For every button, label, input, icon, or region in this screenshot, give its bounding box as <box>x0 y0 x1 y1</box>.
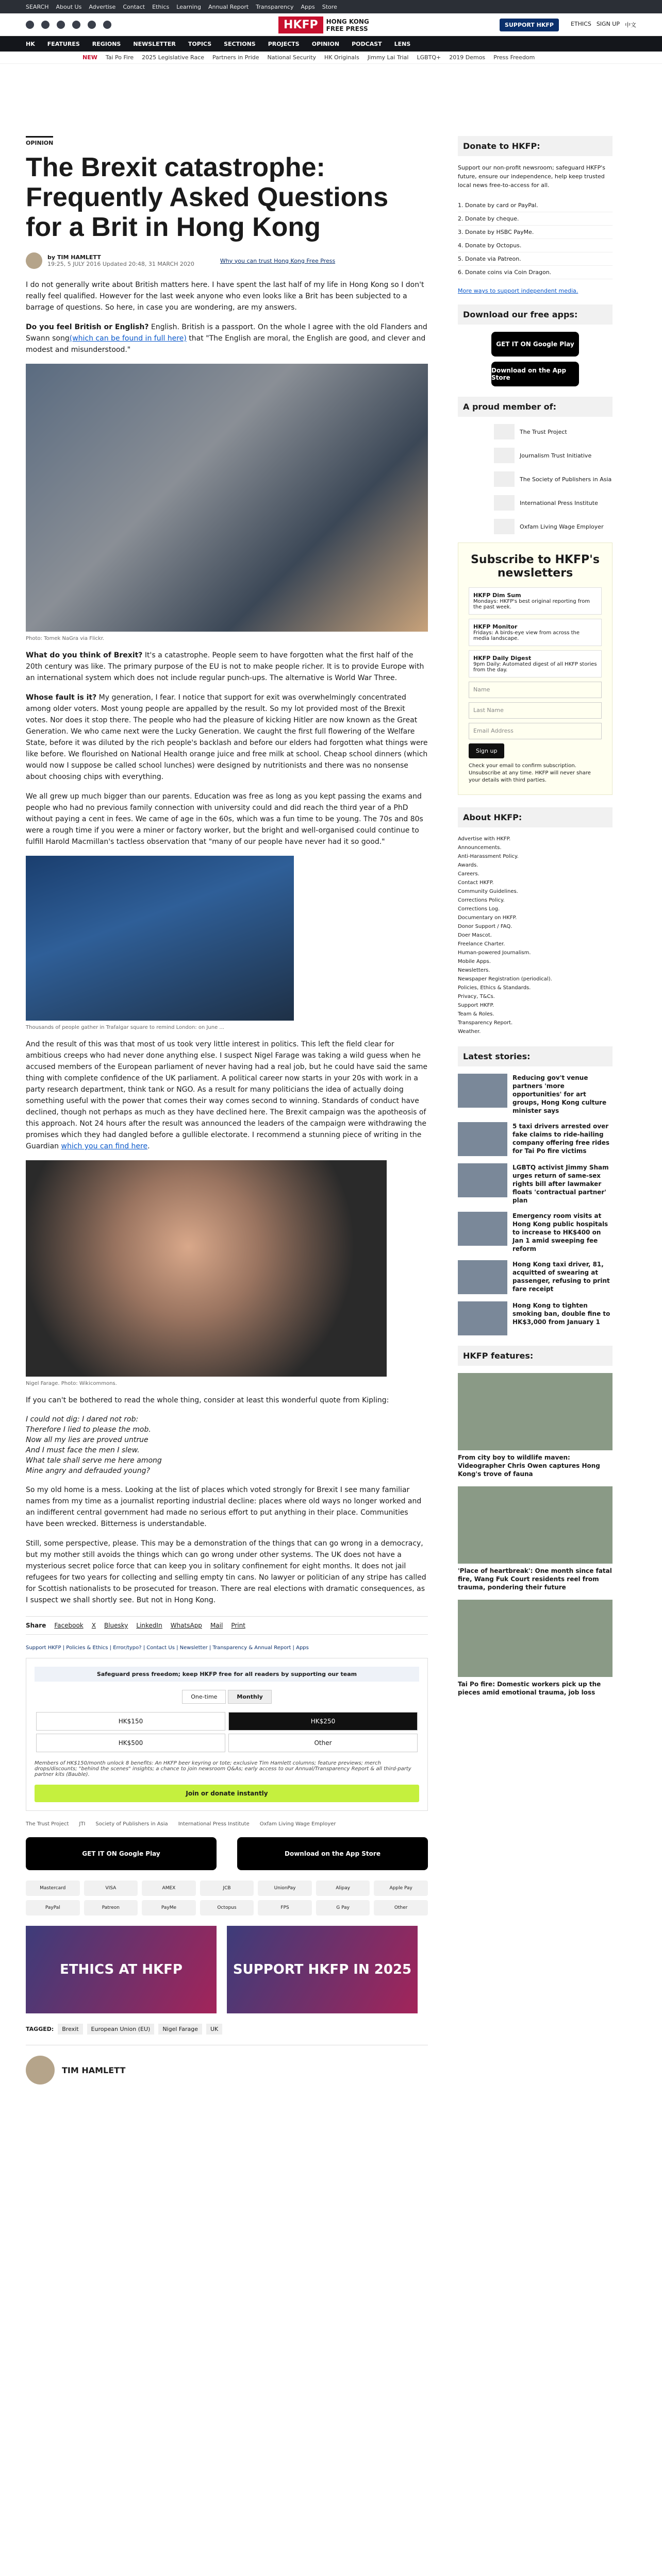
payment-icon: PayPal <box>26 1900 80 1916</box>
chinese-link[interactable]: 中文 <box>625 22 636 28</box>
member-logo[interactable]: The Trust Project <box>494 424 613 439</box>
trending-item[interactable]: Jimmy Lai Trial <box>367 54 409 61</box>
nav-sections[interactable]: SECTIONS <box>224 40 256 47</box>
about-link[interactable]: Careers. <box>458 871 479 877</box>
main-nav <box>0 36 662 52</box>
paragraph: What do you think of Brexit? It's a catastrophe. People seem to have forgotten what the first half of the 20th century was like. The primary purpose of the EU is not to make people richer. It is to provide Europe with an international system which does not include regular punch-ups. The alternative is World War Three. <box>26 651 424 682</box>
donate-method[interactable]: 6. Donate coins via Coin Dragon. <box>458 266 613 279</box>
payment-icon: Patreon <box>84 1900 138 1916</box>
about-link[interactable]: Corrections Policy. <box>458 897 505 903</box>
donate-text: Support our non-profit newsroom; safeguard HKFP's future, ensure our independence, help keep trusted local news free-to-access for all. <box>458 164 606 189</box>
tag[interactable]: UK <box>206 2024 222 2035</box>
member-logo[interactable]: Oxfam Living Wage Employer <box>494 519 613 534</box>
trending-bar <box>0 52 662 64</box>
share-facebook[interactable]: Facebook <box>54 1622 84 1629</box>
partner-logos <box>26 1821 428 1827</box>
about-link[interactable]: Team & Roles. <box>458 1011 494 1017</box>
payment-icon: Other <box>374 1900 428 1916</box>
about-link[interactable]: Documentary on HKFP. <box>458 915 517 921</box>
threads-icon[interactable] <box>103 21 111 29</box>
newsletter-option[interactable]: HKFP Dim Sum Mondays: HKFP's best original reporting from the past week. <box>469 587 602 615</box>
ethics-banner[interactable]: ETHICS AT HKFP <box>26 1926 217 2013</box>
about-link[interactable]: Awards. <box>458 862 478 868</box>
paragraph: Whose fault is it? My generation, I fear. I notice that support for exit was overwhelmingly concentrated among older voters. Most young people are appalled by the result. So my lot provided most of the Brexit votes. Nor does it stop there. The people who had the pleasure of kicking Hitler are now known as the Great Generation. We who came next were the Lucky Generation. We caught the first full flowering of the Welfare State, before it was diluted by the rich people's backlash and before our elders had forgotten what things were like before. We flourished on National Health orange juice and free milk at school. Cheap school dinners (which would now I suppose be called school lunches) were designed by nutritionists and there was no nonsense about choosing chips with everything. <box>26 693 428 781</box>
paragraph: We all grew up much bigger than our parents. Education was free as long as you kept passing the exams and people who had no previous family connection with university could and did reach the third year of a PhD without paying a cent in fees. We came of age in the 60s, which was a fun time to be young. The 70s and 80s were a rough time if you were a miner or factory worker, but the bright and well-organised could continue to fulfill Harold Macmillan's tactless observation that "many of our people have never had it so good." <box>26 792 423 846</box>
about-link[interactable]: Human-powered Journalism. <box>458 950 531 956</box>
header <box>0 13 662 36</box>
article-photo-brexit-child <box>26 364 428 632</box>
story-thumbnail[interactable] <box>458 1122 507 1156</box>
feature-item[interactable]: Tai Po fire: Domestic workers pick up the pieces amid emotional trauma, job loss <box>458 1600 613 1697</box>
share-bluesky[interactable]: Bluesky <box>104 1622 128 1629</box>
support-hkfp-button[interactable]: SUPPORT HKFP <box>500 19 559 31</box>
name-input[interactable]: Name <box>469 682 602 698</box>
amount-options <box>36 1712 418 1752</box>
about-link[interactable]: Support HKFP. <box>458 1003 494 1008</box>
partner-logo[interactable]: International Press Institute <box>178 1821 250 1827</box>
story-thumbnail[interactable] <box>458 1163 507 1197</box>
trending-item[interactable]: HK Originals <box>324 54 359 61</box>
sidebar <box>458 136 613 2084</box>
tag[interactable]: European Union (EU) <box>87 2024 155 2035</box>
about-link[interactable]: Mobile Apps. <box>458 959 491 964</box>
story-thumbnail[interactable] <box>458 1212 507 1246</box>
share-mail[interactable]: Mail <box>210 1622 223 1629</box>
payment-methods <box>26 1880 428 1916</box>
category-label[interactable]: OPINION <box>26 136 53 146</box>
donate-method[interactable]: 4. Donate by Octopus. <box>458 239 613 252</box>
about-link[interactable]: Anti-Harassment Policy. <box>458 854 519 859</box>
site-logo[interactable] <box>278 16 369 33</box>
guardian-link[interactable]: which you can find here <box>61 1142 148 1150</box>
monthly-option[interactable]: Monthly <box>228 1690 271 1704</box>
author-box-name[interactable]: TIM HAMLETT <box>62 2065 126 2075</box>
about-link[interactable]: Corrections Log. <box>458 906 500 912</box>
payment-icon: AMEX <box>142 1880 196 1896</box>
article-dates: 19:25, 5 JULY 2016 Updated 20:48, 31 MARCH 2020 <box>47 261 194 267</box>
sign-up-button[interactable]: Sign up <box>469 743 504 758</box>
sidebar-google-play[interactable]: GET IT ON Google Play <box>491 332 579 357</box>
linkedin-icon[interactable] <box>88 21 96 29</box>
latest-heading: Latest stories: <box>458 1046 613 1066</box>
logo-text: HONG KONG FREE PRESS <box>326 18 369 32</box>
nav-topics[interactable]: TOPICS <box>188 40 212 47</box>
nav-newsletter[interactable]: NEWSLETTER <box>133 40 176 47</box>
newsletter-note: Check your email to confirm subscription. Unsubscribe at any time. HKFP will never share your details with third parties. <box>469 763 591 783</box>
top-utility-bar <box>0 0 662 13</box>
payment-icon: FPS <box>258 1900 312 1916</box>
paragraph: So my old home is a mess. Looking at the list of places which voted strongly for Brexit I see many familiar names from my time as a journalist reporting industrial decline: places where old ways no longer worked and an indifferent central government had made no serious effort to put anything in their place. Communities have been wrecked. Bitterness is understandable. <box>26 1486 422 1528</box>
features-list <box>458 1373 613 1697</box>
nav-hk[interactable]: HK <box>26 40 35 47</box>
topbar-contact[interactable]: Contact <box>123 3 145 10</box>
feature-item[interactable]: From city boy to wildlife maven: Videographer Chris Owen captures Hong Kong's trove of fauna <box>458 1373 613 1478</box>
about-link[interactable]: Transparency Report. <box>458 1020 513 1026</box>
ethics-link[interactable]: ETHICS <box>570 21 591 27</box>
partner-logo[interactable]: Oxfam Living Wage Employer <box>259 1821 336 1827</box>
about-link[interactable]: Donor Support / FAQ. <box>458 924 512 929</box>
paragraph: Still, some perspective, please. This may be a demonstration of the things that can go wrong in a democracy, but my mother still avoids the things which can go wrong under other systems. The UK does not have a mysterious secret police force that can keep you in solitary confinement for eight months. It does not jail refugees for two years for collecting and selling empty tin cans. No lawyer or politician of any stripe has called for Scottish nationalists to be prosecuted for treason. There are real elections with dramatic consequences, as I suspect we shall shortly see. But not in Hong Kong. <box>26 1539 426 1604</box>
donate-heading: Donate to HKFP: <box>458 136 613 156</box>
instagram-icon[interactable] <box>57 21 65 29</box>
payment-icon: PayMe <box>142 1900 196 1916</box>
about-link[interactable]: Freelance Charter. <box>458 941 505 947</box>
story-thumbnail[interactable] <box>458 1074 507 1108</box>
amount-option[interactable]: HK$150 <box>36 1712 225 1731</box>
newsletter-heading: Subscribe to HKFP's newsletters <box>471 553 600 580</box>
article-photo-trafalgar <box>26 856 294 1021</box>
share-linkedin[interactable]: LinkedIn <box>136 1622 162 1629</box>
payment-icon: UnionPay <box>258 1880 312 1896</box>
partner-logo[interactable]: JTI <box>79 1821 86 1827</box>
latest-story[interactable]: Emergency room visits at Hong Kong public hospitals to increase to HK$400 on Jan 1 amid sweeping fee reform <box>458 1212 613 1253</box>
policy-links[interactable]: Support HKFP | Policies & Ethics | Error/typo? | Contact Us | Newsletter | Transparency & Annual Report | Apps <box>26 1645 309 1651</box>
author-box-avatar[interactable] <box>26 2056 55 2084</box>
more-ways-link[interactable]: More ways to support independent media. <box>458 287 578 294</box>
donate-method[interactable]: 5. Donate via Patreon. <box>458 252 613 266</box>
share-x[interactable]: X <box>91 1622 96 1629</box>
byline <box>26 252 428 269</box>
latest-story[interactable]: 5 taxi drivers arrested over fake claims to ride-hailing company offering free rides for Tai Po fire victims <box>458 1122 613 1156</box>
donate-method[interactable]: 1. Donate by card or PayPal. <box>458 199 613 212</box>
latest-story[interactable]: Reducing gov't venue partners 'more opportunities' for art groups, Hong Kong culture minister says <box>458 1074 613 1115</box>
article <box>26 136 428 2084</box>
article-title: The Brexit catastrophe: Frequently Asked Questions for a Brit in Hong Kong <box>26 152 389 242</box>
partner-logo[interactable]: The Trust Project <box>26 1821 69 1827</box>
header-links <box>571 21 636 29</box>
tag[interactable]: Brexit <box>58 2024 82 2035</box>
topbar-apps[interactable]: Apps <box>301 3 315 10</box>
tags <box>26 2024 428 2035</box>
logo-mark: HKFP <box>278 16 323 33</box>
photo-caption: Thousands of people gather in Trafalgar square to remind London: on June ... <box>26 1025 224 1030</box>
donate-method[interactable]: 2. Donate by cheque. <box>458 212 613 226</box>
newsletter-option[interactable]: HKFP Daily Digest 9pm Daily: Automated digest of all HKFP stories from the day. <box>469 650 602 677</box>
about-heading: About HKFP: <box>458 807 613 827</box>
paragraph: And the result of this was that most of us took very little interest in politics. This left the field clear for ambitious creeps who had never done anything else. I suspect Nigel Farage was taking a wild guess when he accused members of the European parliament of never having had a real job, but he could have said the same thing with complete confidence of the UK parliament. A political career now starts in your 20s with work in a party research department, think tank or NGO. As a result for many politicians the idea of actually doing something useful with the power that comes their way comes second to winning. Standards of conduct have declined, though not perhaps as much as they have declined here. The Brexit campaign was the apotheosis of this approach. Not 24 hours after the result was announced the leaders of the campaign were withdrawing the promises which they had dangled before a gullible electorate. I recommend a stunning piece of writing in the Guardian which you can find here. <box>26 1040 427 1150</box>
one-time-option[interactable]: One-time <box>182 1690 226 1704</box>
payment-icon: G Pay <box>316 1900 370 1916</box>
trending-item[interactable]: 2025 Legislative Race <box>142 54 205 61</box>
topbar-store[interactable]: Store <box>322 3 337 10</box>
topbar-advertise[interactable]: Advertise <box>89 3 116 10</box>
member-heading: A proud member of: <box>458 397 613 417</box>
x-icon[interactable] <box>41 21 49 29</box>
youtube-icon[interactable] <box>72 21 80 29</box>
topbar-about[interactable]: About Us <box>56 3 82 10</box>
signup-link[interactable]: SIGN UP <box>596 21 620 27</box>
topbar-transparency[interactable]: Transparency <box>256 3 294 10</box>
share-print[interactable]: Print <box>231 1622 245 1629</box>
join-donate-button[interactable]: Join or donate instantly <box>35 1785 419 1802</box>
trending-item[interactable]: 2019 Demos <box>449 54 486 61</box>
amount-option[interactable]: HK$500 <box>36 1734 225 1752</box>
amount-option[interactable]: Other <box>228 1734 418 1752</box>
nav-projects[interactable]: PROJECTS <box>268 40 300 47</box>
kipling-quote: I could not dig: I dared not rob: Therefore I lied to please the mob. Now all my lies are proved untrue And I must face the men I slew. What tale shall serve me here among Mine angry and defrauded young? <box>26 1415 162 1475</box>
photo-caption: Photo: Tomek NaGra via Flickr. <box>26 636 105 641</box>
trust-link[interactable]: Why you can trust Hong Kong Free Press <box>220 257 336 264</box>
membership-benefits: Members of HK$150/month unlock 8 benefits: An HKFP beer keyring or tote; exclusive Tim Hamlett columns; feature previews; merch drops/discounts; "behind the scenes" insights; a chance to join newsroom Q&As; early access to our Annual/Transparency Report & all third-party partner kits (Bauble). <box>35 1760 411 1777</box>
app-store-button[interactable]: Download on the App Store <box>237 1837 428 1870</box>
nav-regions[interactable]: REGIONS <box>92 40 121 47</box>
app-buttons <box>26 1837 428 1870</box>
trending-item[interactable]: National Security <box>267 54 317 61</box>
promo-banners <box>26 1926 428 2013</box>
about-link[interactable]: Doer Mascot. <box>458 933 492 938</box>
topbar-learning[interactable]: Learning <box>176 3 201 10</box>
topbar-search[interactable]: SEARCH <box>26 3 49 10</box>
payment-icon: JCB <box>200 1880 254 1896</box>
author-name[interactable]: by TIM HAMLETT <box>47 254 101 261</box>
paragraph: I do not generally write about British matters here. I have spent the last half of my life in Hong Kong so I don't really feel qualified. However for the last week anyone who even looks like a Brit has been subjected to a barrage of questions. So here, in case you are wondering, are my answers. <box>26 281 424 312</box>
about-link[interactable]: Advertise with HKFP. <box>458 836 511 842</box>
author-box <box>26 2045 428 2084</box>
payment-icon: Octopus <box>200 1900 254 1916</box>
about-link[interactable]: Newsletters. <box>458 968 490 973</box>
apps-heading: Download our free apps: <box>458 304 613 325</box>
about-link[interactable]: Weather. <box>458 1029 481 1035</box>
new-badge: NEW <box>82 54 97 61</box>
amount-option-selected[interactable]: HK$250 <box>228 1712 418 1731</box>
latest-story[interactable]: LGBTQ activist Jimmy Sham urges return of same-sex rights bill after lawmaker floats 'contractual partner' plan <box>458 1163 613 1205</box>
about-link[interactable]: Privacy, T&Cs. <box>458 994 495 999</box>
topbar-ethics[interactable]: Ethics <box>152 3 170 10</box>
song-link[interactable]: (which can be found in full here) <box>69 334 187 343</box>
latest-story[interactable]: Hong Kong to tighten smoking ban, double fine to HK$3,000 from January 1 <box>458 1301 613 1335</box>
about-link[interactable]: Policies, Ethics & Standards. <box>458 985 531 991</box>
donate-methods <box>458 199 613 279</box>
author-avatar[interactable] <box>26 252 42 269</box>
tag[interactable]: Nigel Farage <box>158 2024 202 2035</box>
paragraph: If you can't be bothered to read the whole thing, consider at least this wonderful quote from Kipling: <box>26 1396 389 1404</box>
features-heading: HKFP features: <box>458 1346 613 1366</box>
about-links <box>458 835 613 1036</box>
trending-item[interactable]: Tai Po Fire <box>105 54 134 61</box>
nav-opinion[interactable]: OPINION <box>311 40 340 47</box>
paragraph: Do you feel British or English? English. British is a passport. On the whole I agree with the old Flanders and Swann song(which can be found in full here) that "The English are moral, the English are good, and clever and modest and misunderstood." <box>26 323 427 354</box>
share-whatsapp[interactable]: WhatsApp <box>170 1622 202 1629</box>
facebook-icon[interactable] <box>26 21 34 29</box>
trending-item[interactable]: LGBTQ+ <box>417 54 441 61</box>
share-bar <box>26 1616 428 1635</box>
sidebar-app-store[interactable]: Download on the App Store <box>491 362 579 386</box>
payment-icon: Alipay <box>316 1880 370 1896</box>
frequency-toggle <box>35 1690 419 1704</box>
about-link[interactable]: Community Guidelines. <box>458 889 518 894</box>
donate-method[interactable]: 3. Donate by HSBC PayMe. <box>458 226 613 239</box>
article-photo-farage <box>26 1160 387 1377</box>
about-link[interactable]: Contact HKFP. <box>458 880 494 886</box>
member-logo[interactable]: The Society of Publishers in Asia <box>494 471 613 487</box>
partner-logo[interactable]: Society of Publishers in Asia <box>95 1821 168 1827</box>
donation-widget <box>26 1658 428 1811</box>
about-link[interactable]: Newspaper Registration (periodical). <box>458 976 552 982</box>
feature-item[interactable]: 'Place of heartbreak': One month since fatal fire, Wang Fuk Court residents reel from trauma, pondering their future <box>458 1486 613 1591</box>
support-banner[interactable]: SUPPORT HKFP IN 2025 <box>227 1926 418 2013</box>
google-play-button[interactable]: GET IT ON Google Play <box>26 1837 217 1870</box>
member-logo[interactable]: International Press Institute <box>494 495 613 511</box>
member-logo[interactable]: Journalism Trust Initiative <box>494 448 613 463</box>
about-link[interactable]: Announcements. <box>458 845 502 851</box>
more-ways <box>458 286 613 295</box>
story-thumbnail[interactable] <box>458 1301 507 1335</box>
trending-item[interactable]: Press Freedom <box>493 54 535 61</box>
payment-icon: Mastercard <box>26 1880 80 1896</box>
newsletter-signup <box>458 543 613 795</box>
share-label: Share <box>26 1622 46 1629</box>
nav-lens[interactable]: LENS <box>394 40 411 47</box>
topbar-annual-report[interactable]: Annual Report <box>208 3 249 10</box>
nav-features[interactable]: FEATURES <box>47 40 80 47</box>
tags-label: TAGGED: <box>26 2026 54 2032</box>
trending-item[interactable]: Partners in Pride <box>212 54 259 61</box>
nav-podcast[interactable]: PODCAST <box>352 40 382 47</box>
email-input[interactable]: Email Address <box>469 723 602 739</box>
newsletter-option[interactable]: HKFP Monitor Fridays: A birds-eye view from across the media landscape. <box>469 619 602 646</box>
payment-icon: VISA <box>84 1880 138 1896</box>
photo-caption: Nigel Farage. Photo: Wikicommons. <box>26 1381 117 1386</box>
last-name-input[interactable]: Last Name <box>469 702 602 719</box>
story-thumbnail[interactable] <box>458 1260 507 1294</box>
donation-headline: Safeguard press freedom; keep HKFP free for all readers by supporting our team <box>35 1667 419 1682</box>
latest-story[interactable]: Hong Kong taxi driver, 81, acquitted of swearing at passenger, refusing to print fare receipt <box>458 1260 613 1294</box>
payment-icon: Apple Pay <box>374 1880 428 1896</box>
